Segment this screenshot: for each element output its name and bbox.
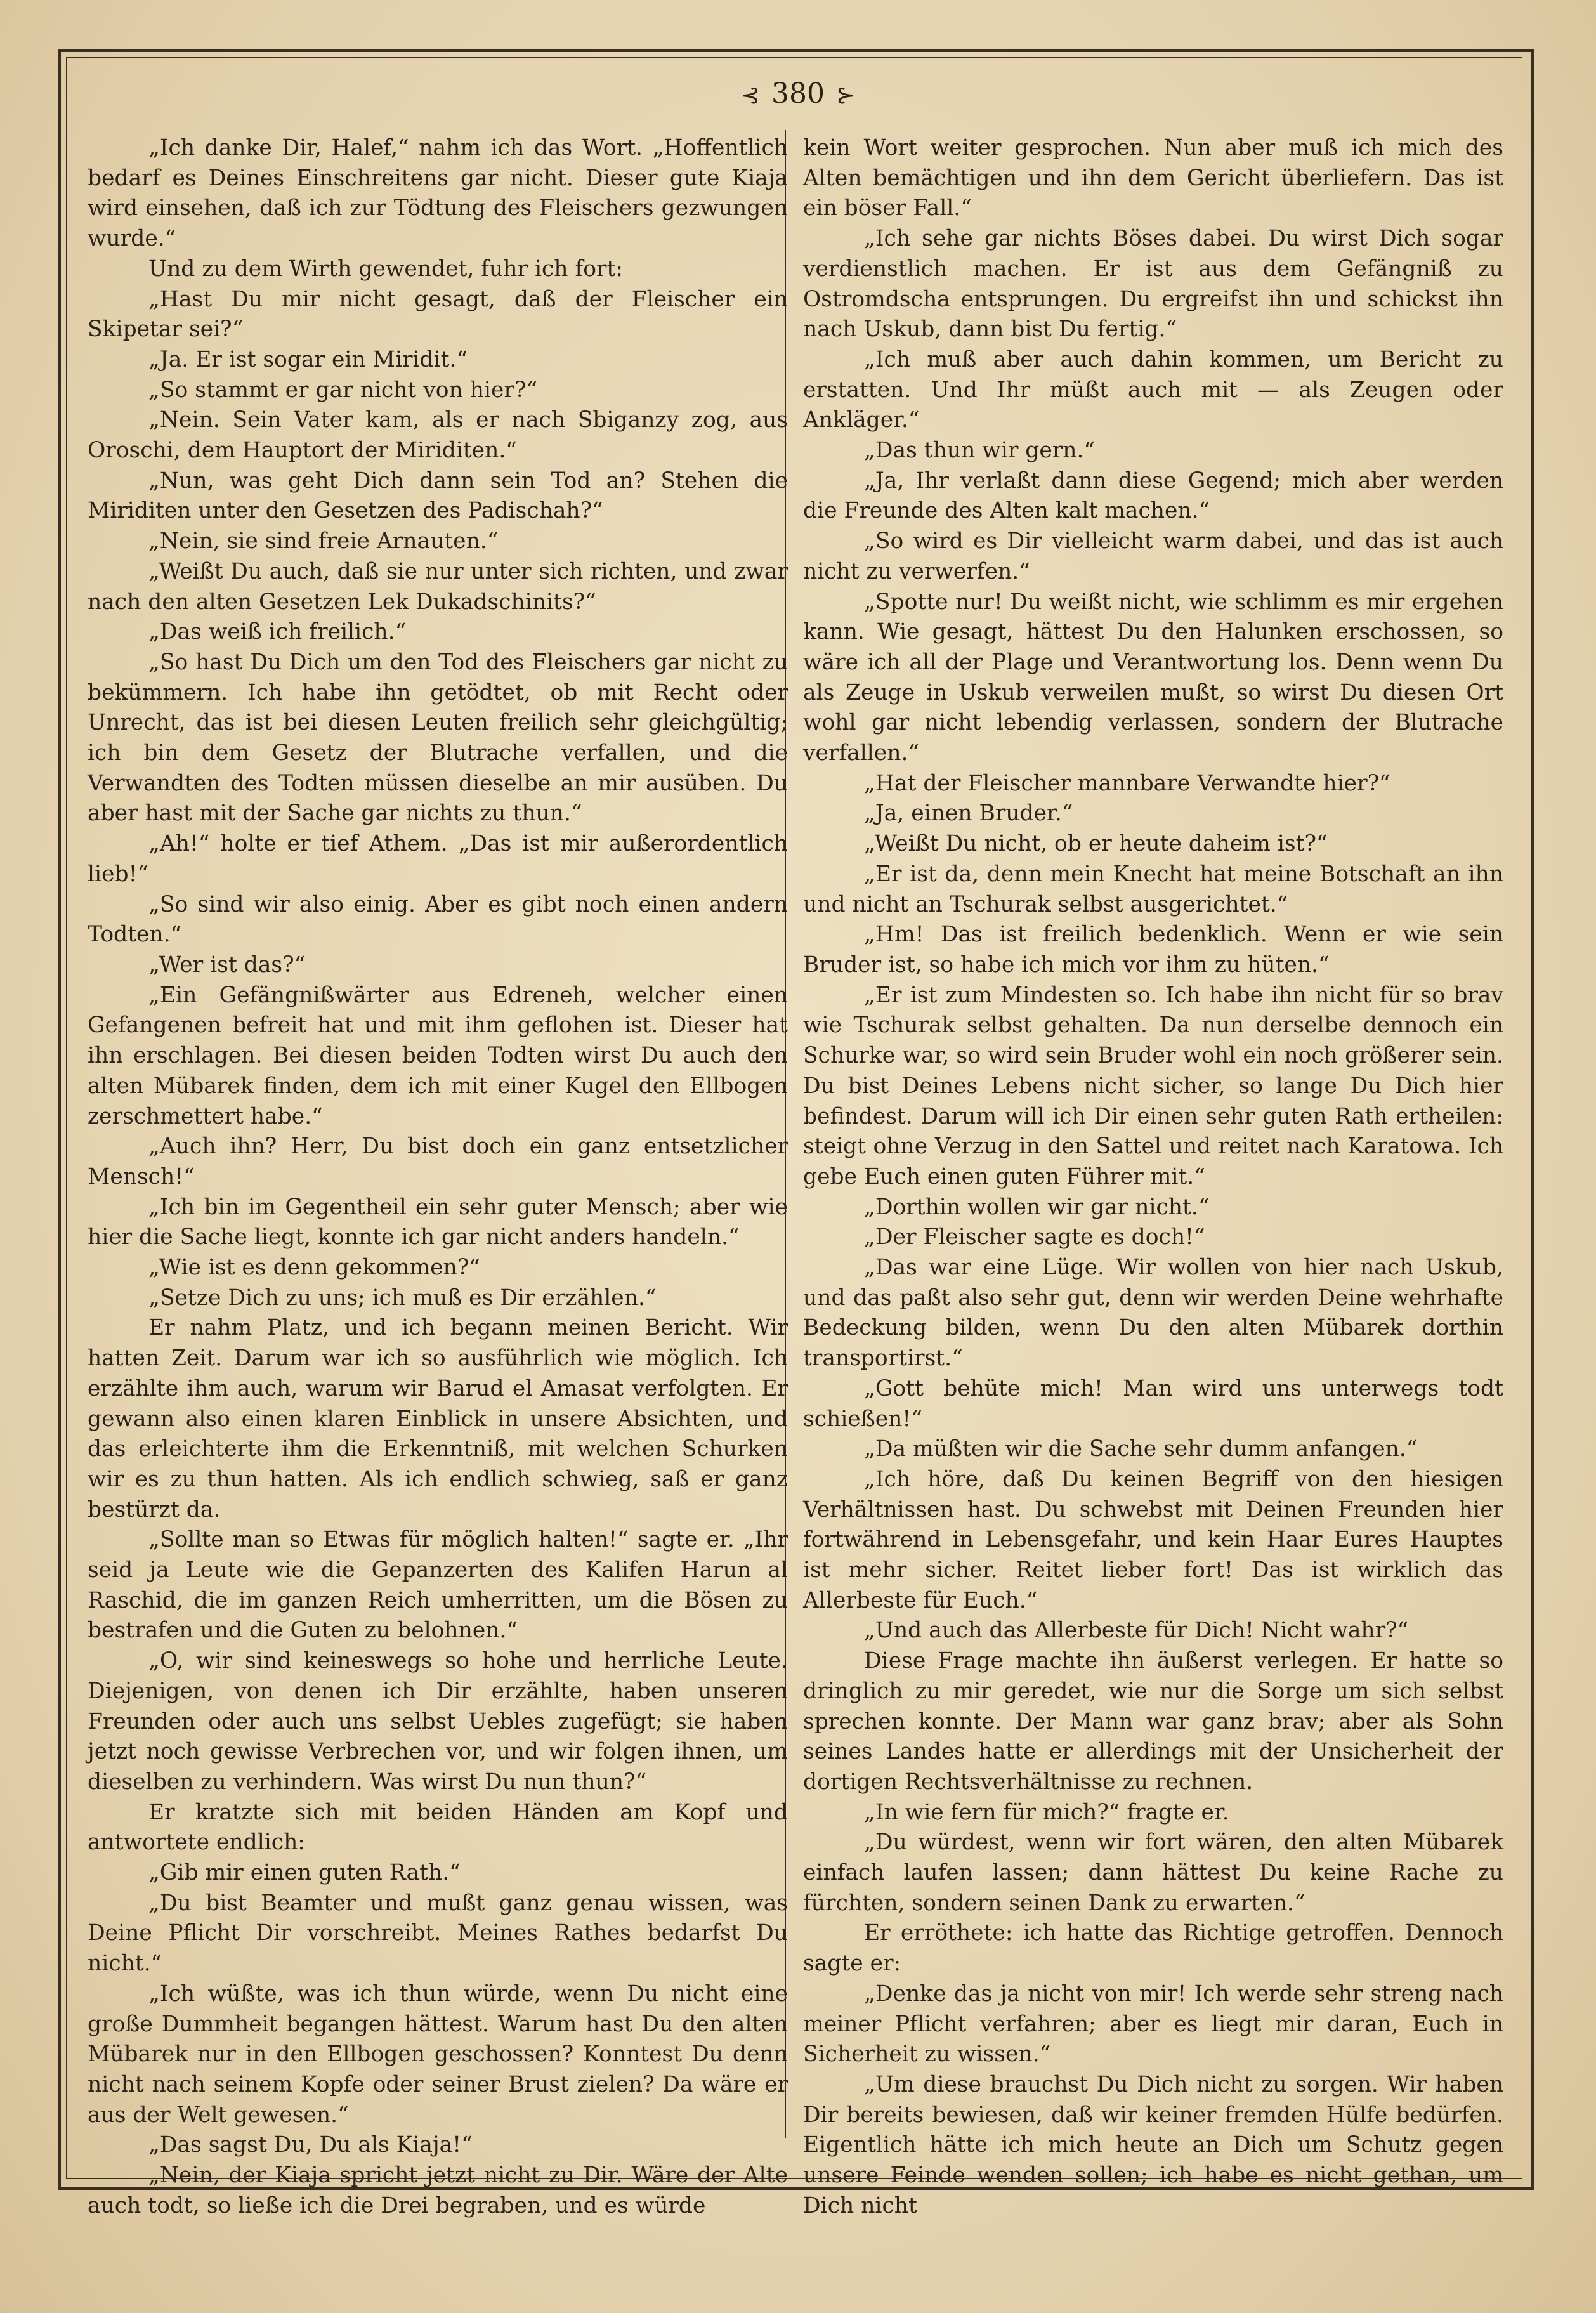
paragraph: „Du bist Beamter und mußt ganz genau wissen, was Deine Pflicht Dir vorschreibt. Meines Rathes bedarfst Du nicht.“: [88, 1890, 788, 1977]
paragraph: „Dorthin wollen wir gar nicht.“: [864, 1194, 1210, 1220]
paragraph: „Nein. Sein Vater kam, als er nach Sbiganzy zog, aus Oroschi, dem Hauptort der Miriditen.“: [88, 407, 788, 464]
paragraph: „Das thun wir gern.“: [864, 438, 1096, 464]
paragraph: Er kratzte sich mit beiden Händen am Kopf und antwortete endlich:: [88, 1799, 788, 1856]
page-number-header: [698, 75, 898, 113]
paragraph: „So hast Du Dich um den Tod des Fleischers gar nicht zu bekümmern. Ich habe ihn getödtet, ob mit Recht oder Unrecht, das ist bei diesen Leuten freilich sehr gleichgültig; ich bin dem Gesetz der Blutrache verfallen, und die Verwandten des Todten müssen dieselbe an mir ausüben. Du aber hast mit der Sache gar nichts zu thun.“: [88, 649, 788, 827]
paragraph: „Ja, einen Bruder.“: [864, 801, 1073, 827]
paragraph: „Wie ist es denn gekommen?“: [148, 1255, 480, 1281]
paragraph: „Das weiß ich freilich.“: [148, 619, 407, 645]
paragraph: „Hat der Fleischer mannbare Verwandte hier?“: [864, 770, 1390, 796]
paragraph: „Gott behüte mich! Man wird uns unterwegs todt schießen!“: [803, 1375, 1503, 1432]
paragraph: „Und auch das Allerbeste für Dich! Nicht wahr?“: [864, 1618, 1409, 1644]
paragraph: „Das war eine Lüge. Wir wollen von hier nach Uskub, und das paßt also sehr gut, denn wir werden Deine wehrhafte Bedeckung bilden, wenn Du den alten Mübarek dorthin transportirst.“: [803, 1255, 1503, 1372]
ornament-left-icon: ⊰: [740, 82, 760, 108]
paragraph: „Ah!“ holte er tief Athem. „Das ist mir außerordentlich lieb!“: [88, 831, 788, 887]
paragraph: „Sollte man so Etwas für möglich halten!“ sagte er. „Ihr seid ja Leute wie die Gepanzerten des Kalifen Harun al Raschid, die im ganzen Reich umherritten, um die Bösen zu bestrafen und die Guten zu belohnen.“: [88, 1527, 788, 1644]
paragraph: „Das sagst Du, Du als Kiaja!“: [148, 2132, 473, 2158]
text-column-right: [803, 133, 1503, 2218]
paragraph: „Hm! Das ist freilich bedenklich. Wenn er wie sein Bruder ist, so habe ich mich vor ihm zu hüten.“: [803, 922, 1503, 978]
page-number: 380: [771, 77, 825, 110]
paragraph: „Da müßten wir die Sache sehr dumm anfangen.“: [864, 1436, 1418, 1462]
paragraph: „Nein, der Kiaja spricht jetzt nicht zu Dir. Wäre der Alte auch todt, so ließe ich die Drei begraben, und es würde: [88, 2163, 788, 2218]
paragraph: „Er ist da, denn mein Knecht hat meine Botschaft an ihn und nicht an Tschurak selbst ausgerichtet.“: [803, 861, 1503, 917]
paragraph: „Du würdest, wenn wir fort wären, den alten Mübarek einfach laufen lassen; dann hättest Du keine Rache zu fürchten, sondern seinen Dank zu erwarten.“: [803, 1830, 1503, 1916]
paragraph: „Der Fleischer sagte es doch!“: [864, 1224, 1205, 1250]
paragraph: „Auch ihn? Herr, Du bist doch ein ganz entsetzlicher Mensch!“: [88, 1134, 788, 1189]
paragraph: „Spotte nur! Du weißt nicht, wie schlimm es mir ergehen kann. Wie gesagt, hättest Du den Halunken erschossen, so wäre ich all der Plage und Verantwortung los. Denn wenn Du als Zeuge in Uskub verweilen mußt, so wirst Du diesen Ort wohl gar nicht lebendig verlassen, sondern der Blutrache verfallen.“: [803, 589, 1503, 766]
paragraph: „Ja. Er ist sogar ein Miridit.“: [148, 346, 468, 372]
ornament-right-icon: ⊱: [835, 82, 856, 108]
paragraph: „Wer ist das?“: [148, 952, 306, 978]
paragraph: „Ich muß aber auch dahin kommen, um Bericht zu erstatten. Und Ihr müßt auch mit — als Zeugen oder Ankläger.“: [803, 346, 1503, 433]
paragraph: „In wie fern für mich?“ fragte er.: [864, 1799, 1229, 1825]
paragraph: „So stammt er gar nicht von hier?“: [148, 377, 537, 403]
paragraph: „Denke das ja nicht von mir! Ich werde sehr streng nach meiner Pflicht verfahren; aber es liegt mir daran, Euch in Sicherheit zu wissen.“: [803, 1981, 1503, 2067]
paragraph: „Ich höre, daß Du keinen Begriff von den hiesigen Verhältnissen hast. Du schwebst mit Deinen Freunden hier fortwährend in Lebensgefahr, und kein Haar Eures Hauptes ist mehr sicher. Reitet lieber fort! Das ist wirklich das Allerbeste für Euch.“: [803, 1466, 1503, 1613]
paragraph: „Hast Du mir nicht gesagt, daß der Fleischer ein Skipetar sei?“: [88, 286, 788, 343]
paragraph: Er erröthete: ich hatte das Richtige getroffen. Dennoch sagte er:: [803, 1920, 1503, 1977]
paragraph: „Ich sehe gar nichts Böses dabei. Du wirst Dich sogar verdienstlich machen. Er ist aus dem Gefängniß zu Ostromdscha entsprungen. Du ergreifst ihn und schickst ihn nach Uskub, dann bist Du fertig.“: [803, 226, 1503, 343]
paragraph: kein Wort weiter gesprochen. Nun aber muß ich mich des Alten bemächtigen und ihn dem Gericht überliefern. Das ist ein böser Fall.“: [803, 135, 1503, 221]
paragraph: Und zu dem Wirth gewendet, fuhr ich fort:: [148, 256, 624, 282]
paragraph: „Ein Gefängnißwärter aus Edreneh, welcher einen Gefangenen befreit hat und mit ihm geflohen ist. Dieser hat ihn erschlagen. Bei diesen beiden Todten wirst Du auch den alten Mübarek finden, dem ich mit einer Kugel den Ellbogen zerschmettert habe.“: [88, 982, 788, 1129]
paragraph: „Ich danke Dir, Halef,“ nahm ich das Wort. „Hoffentlich bedarf es Deines Einschreitens gar nicht. Dieser gute Kiaja wird einsehen, daß ich zur Tödtung des Fleischers gezwungen wurde.“: [88, 135, 788, 252]
paragraph: „Um diese brauchst Du Dich nicht zu sorgen. Wir haben Dir bereits bewiesen, daß wir keiner fremden Hülfe bedürfen. Eigentlich hätte ich mich heute an Dich um Schutz gegen unsere Feinde wenden sollen; ich habe es nicht gethan, um Dich nicht: [803, 2072, 1503, 2218]
paragraph: „Weißt Du nicht, ob er heute daheim ist?“: [864, 831, 1328, 857]
paragraph: „Setze Dich zu uns; ich muß es Dir erzählen.“: [148, 1285, 657, 1311]
paragraph: „Gib mir einen guten Rath.“: [148, 1860, 461, 1886]
paragraph: „Weißt Du auch, daß sie nur unter sich richten, und zwar nach den alten Gesetzen Lek Dukadschinits?“: [88, 558, 788, 615]
paragraph: „Er ist zum Mindesten so. Ich habe ihn nicht für so brav wie Tschurak selbst gehalten. Da nun derselbe dennoch ein Schurke war, so wird sein Bruder wohl ein noch größerer sein. Du bist Deines Lebens nicht sicher, so lange Du Dich hier befindest. Darum will ich Dir einen sehr guten Rath ertheilen: steigt ohne Verzug in den Sattel und reitet nach Karatowa. Ich gebe Euch einen guten Führer mit.“: [803, 982, 1503, 1189]
paragraph: „Ich bin im Gegentheil ein sehr guter Mensch; aber wie hier die Sache liegt, konnte ich gar nicht anders handeln.“: [88, 1194, 788, 1250]
text-column-left: [88, 133, 788, 2218]
paragraph: Diese Frage machte ihn äußerst verlegen. Er hatte so dringlich zu mir geredet, wie nur die Sorge um sich selbst sprechen konnte. Der Mann war ganz brav; aber als Sohn seines Landes hatte er allerdings mit der Unsicherheit der dortigen Rechtsverhältnisse zu rechnen.: [803, 1648, 1503, 1795]
paragraph: „Ja, Ihr verlaßt dann diese Gegend; mich aber werden die Freunde des Alten kalt machen.“: [803, 468, 1503, 524]
paragraph: „Ich wüßte, was ich thun würde, wenn Du nicht eine große Dummheit begangen hättest. Warum hast Du den alten Mübarek nur in den Ellbogen geschossen? Konntest Du denn nicht nach seinem Kopfe oder seiner Brust zielen? Da wäre er aus der Welt gewesen.“: [88, 1981, 788, 2128]
paragraph: „Nun, was geht Dich dann sein Tod an? Stehen die Miriditen unter den Gesetzen des Padischah?“: [88, 468, 788, 524]
paragraph: „Nein, sie sind freie Arnauten.“: [148, 528, 499, 554]
paragraph: „So sind wir also einig. Aber es gibt noch einen andern Todten.“: [88, 891, 788, 948]
paragraph: Er nahm Platz, und ich begann meinen Bericht. Wir hatten Zeit. Darum war ich so ausführlich wie möglich. Ich erzählte ihm auch, warum wir Barud el Amasat verfolgten. Er gewann also einen klaren Einblick in unsere Absichten, und das erleichterte ihm die Erkenntniß, mit welchen Schurken wir es zu thun hatten. Als ich endlich schwieg, saß er ganz bestürzt da.: [88, 1315, 788, 1523]
paragraph: „So wird es Dir vielleicht warm dabei, und das ist auch nicht zu verwerfen.“: [803, 528, 1503, 584]
paragraph: „O, wir sind keineswegs so hohe und herrliche Leute. Diejenigen, von denen ich Dir erzählte, haben unseren Freunden oder auch uns selbst Uebles zugefügt; sie haben jetzt noch gewisse Verbrechen vor, und wir folgen ihnen, um dieselben zu verhindern. Was wirst Du nun thun?“: [88, 1648, 788, 1795]
